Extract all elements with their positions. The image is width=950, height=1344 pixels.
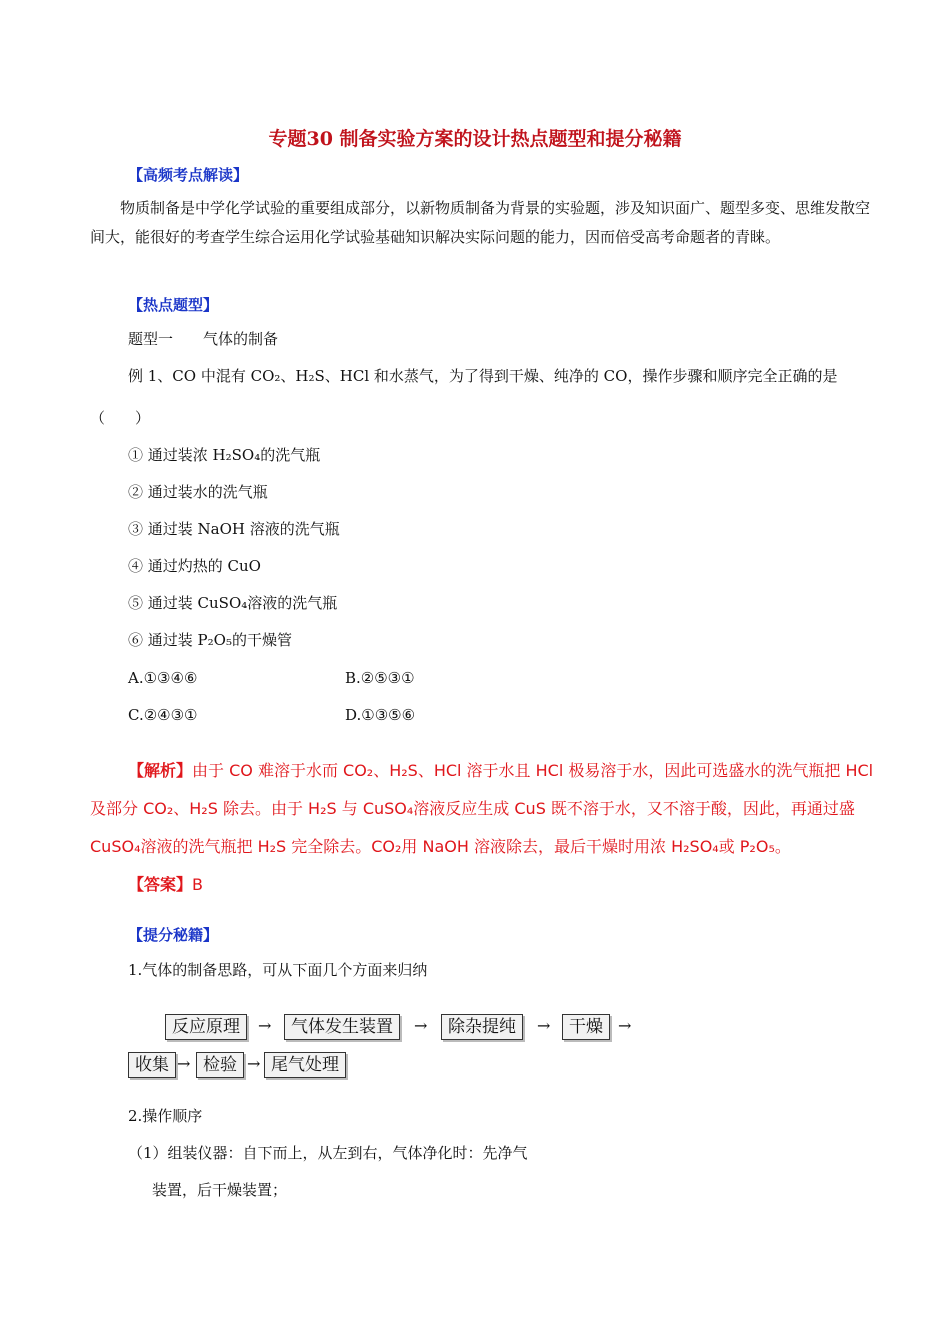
arrow-icon: → [618,1016,632,1035]
tip-item-1-line-2: 装置，后干燥装置； [152,1181,288,1199]
step-item: ① 通过装浓 H₂SO₄的洗气瓶 [128,446,321,464]
flow-box: 气体发生装置 [284,1014,400,1040]
flow-box: 检验 [196,1052,244,1078]
step-item: ③ 通过装 NaOH 溶液的洗气瓶 [128,520,340,538]
section-tifen-heading: 【提分秘籍】 [128,926,219,944]
analysis-label: 【解析】 [128,761,193,780]
page-title: 专题30 制备实验方案的设计热点题型和提分秘籍 [268,128,682,150]
flow-box: 收集 [128,1052,176,1078]
answer-label: 【答案】 [128,875,193,894]
question-type-heading: 题型一 气体的制备 [128,330,279,348]
section-redian-heading: 【热点题型】 [128,296,219,314]
step-item: ⑤ 通过装 CuSO₄溶液的洗气瓶 [128,594,338,612]
tip-item-1-line-1: （1）组装仪器：自下而上，从左到右，气体净化时：先净气 [128,1144,528,1162]
step-item: ② 通过装水的洗气瓶 [128,483,268,501]
option-c: C.②④③① [128,706,198,724]
flow-box: 干燥 [562,1014,610,1040]
arrow-icon: → [177,1054,191,1073]
tip-point-1: 1.气体的制备思路，可从下面几个方面来归纳 [128,961,428,979]
option-b: B.②⑤③① [345,669,415,687]
answer-value: B [192,875,203,894]
flow-box: 除杂提纯 [441,1014,523,1040]
step-item: ⑥ 通过装 P₂O₅的干燥管 [128,631,292,649]
answer-line [128,872,203,895]
example-answer-paren: （ ） [90,409,151,427]
option-a: A.①③④⑥ [128,669,198,687]
flow-box: 反应原理 [165,1014,247,1040]
section-gaopin-heading: 【高频考点解读】 [128,166,249,184]
arrow-icon: → [537,1016,551,1035]
step-item: ④ 通过灼热的 CuO [128,557,261,575]
analysis-text: 由于 CO 难溶于水而 CO₂、H₂S、HCl 溶于水且 HCl 极易溶于水，因此可选盛水的洗气瓶把 HCl 及部分 CO₂、H₂S 除去。由于 H₂S 与 CuSO₄溶液反应生成 CuS 既不溶于水，又不溶于酸，因此，再通过盛 CuSO₄溶液的洗气瓶把 H₂S 完全除去。CO₂用 NaOH 溶液除去，最后干燥时用浓 H₂SO₄或 P₂O₅。 [90,761,874,856]
tip-point-2: 2.操作顺序 [128,1107,203,1125]
analysis-block [90,752,880,866]
arrow-icon: → [247,1054,261,1073]
example-stem: 例 1、CO 中混有 CO₂、H₂S、HCl 和水蒸气，为了得到干燥、纯净的 CO，操作步骤和顺序完全正确的是 [128,367,838,385]
option-d: D.①③⑤⑥ [345,706,416,724]
arrow-icon: → [258,1016,272,1035]
flow-box: 尾气处理 [264,1052,346,1078]
intro-paragraph: 物质制备是中学化学试验的重要组成部分，以新物质制备为背景的实验题，涉及知识面广、题型多变、思维发散空间大，能很好的考查学生综合运用化学试验基础知识解决实际问题的能力，因而倍受高考命题者的青睐。 [90,199,871,246]
arrow-icon: → [414,1016,428,1035]
